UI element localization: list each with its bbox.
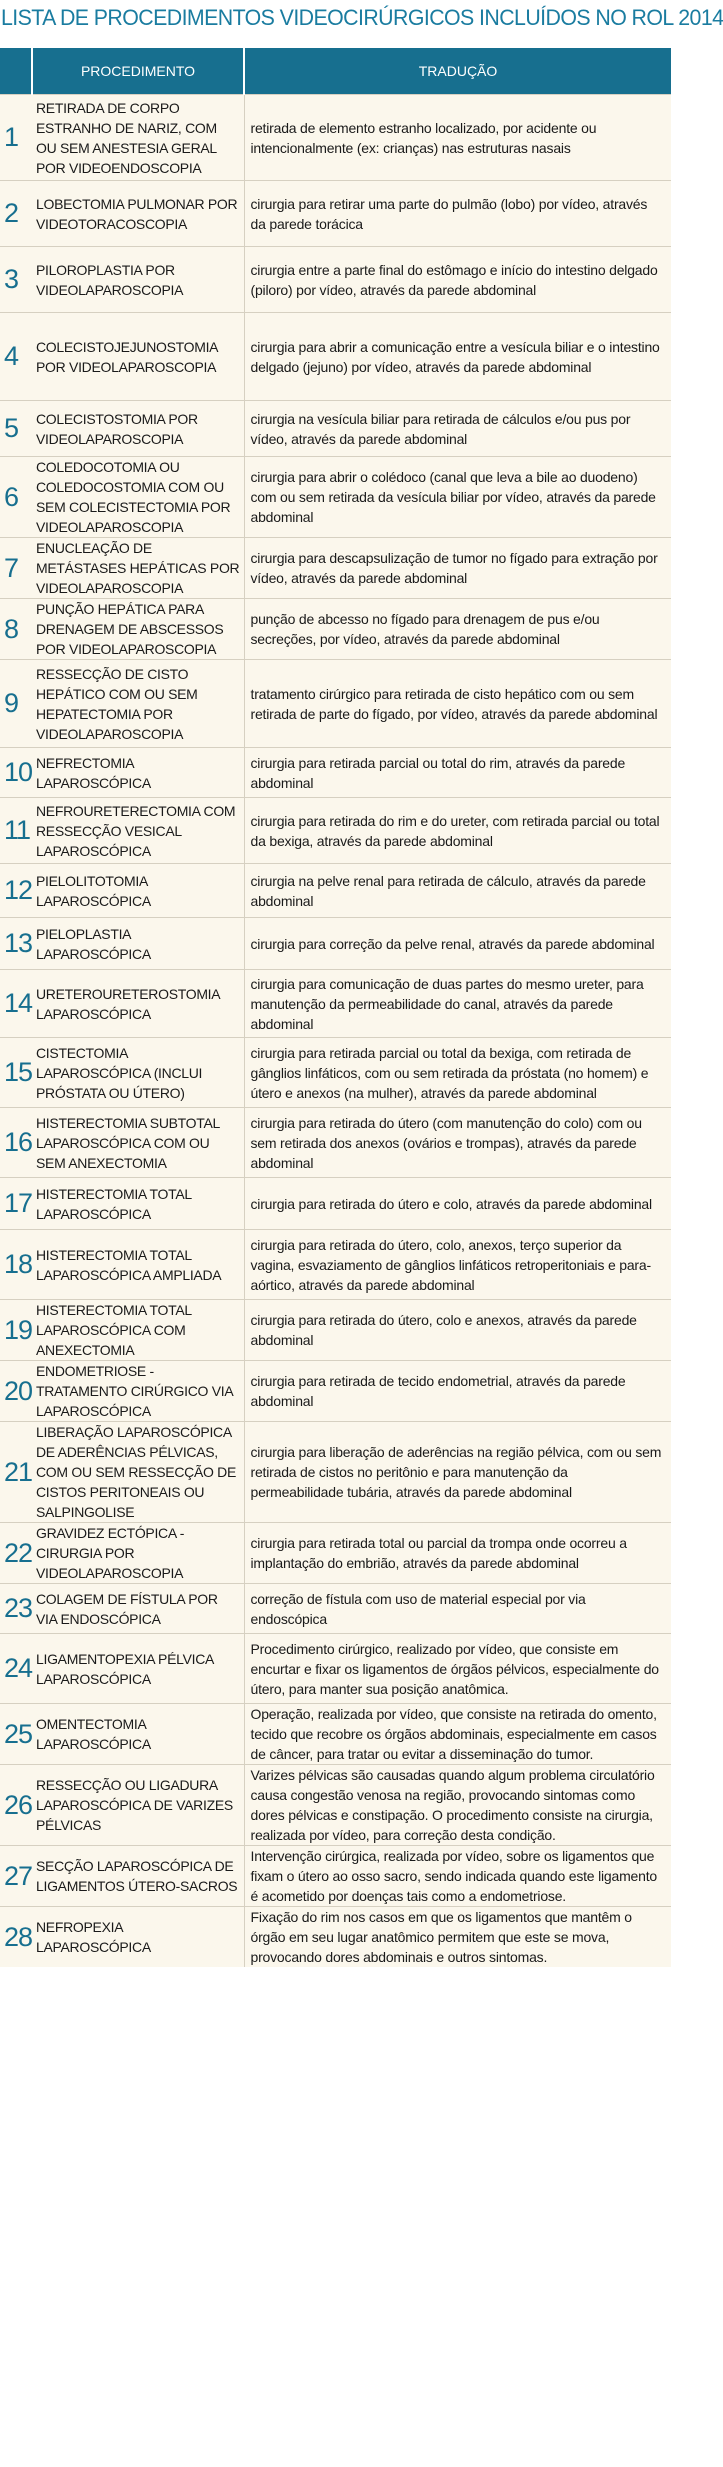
- procedure-name: NEFROPEXIA LAPAROSCÓPICA: [32, 1907, 244, 1968]
- procedure-name: NEFRECTOMIA LAPAROSCÓPICA: [32, 748, 244, 798]
- row-number: 1: [0, 95, 32, 181]
- table-row: [0, 1300, 671, 1361]
- row-number: 2: [0, 181, 32, 247]
- procedure-translation: cirurgia para liberação de aderências na região pélvica, com ou sem retirada de cistos no peritônio e para manutenção da permeabilidade tubária, através da parede abdominal: [244, 1422, 671, 1523]
- procedure-translation: cirurgia para descapsulização de tumor no fígado para extração por vídeo, através da parede abdominal: [244, 538, 671, 599]
- table-row: [0, 1361, 671, 1422]
- row-number: 18: [0, 1230, 32, 1300]
- table-row: [0, 1634, 671, 1704]
- table-row: [0, 401, 671, 457]
- row-number: 10: [0, 748, 32, 798]
- procedure-name: URETEROURETEROSTOMIA LAPAROSCÓPICA: [32, 970, 244, 1038]
- procedure-translation: cirurgia para comunicação de duas partes do mesmo ureter, para manutenção da permeabilidade do canal, através da parede abdominal: [244, 970, 671, 1038]
- row-number: 17: [0, 1178, 32, 1230]
- table-row: [0, 95, 671, 181]
- procedure-translation: Intervenção cirúrgica, realizada por vídeo, sobre os ligamentos que fixam o útero ao osso sacro, sendo indicada quando este ligamento é acometido por doenças tais como a endometriose.: [244, 1846, 671, 1907]
- procedure-translation: cirurgia para abrir o colédoco (canal que leva a bile ao duodeno) com ou sem retirada da vesícula biliar por vídeo, através da parede abdominal: [244, 457, 671, 538]
- procedure-name: RESSECÇÃO DE CISTO HEPÁTICO COM OU SEM HEPATECTOMIA POR VIDEOLAPAROSCOPIA: [32, 660, 244, 748]
- procedure-translation: cirurgia para retirar uma parte do pulmão (lobo) por vídeo, através da parede torácica: [244, 181, 671, 247]
- procedure-name: OMENTECTOMIA LAPAROSCÓPICA: [32, 1704, 244, 1765]
- row-number: 23: [0, 1584, 32, 1634]
- procedure-name: LIGAMENTOPEXIA PÉLVICA LAPAROSCÓPICA: [32, 1634, 244, 1704]
- row-number: 28: [0, 1907, 32, 1968]
- procedure-translation: Fixação do rim nos casos em que os ligamentos que mantêm o órgão em seu lugar anatômico permitem que este se mova, provocando dores abdominais e outros sintomas.: [244, 1907, 671, 1968]
- procedure-name: NEFROURETERECTOMIA COM RESSECÇÃO VESICAL LAPAROSCÓPICA: [32, 798, 244, 864]
- procedure-translation: cirurgia para retirada de tecido endometrial, através da parede abdominal: [244, 1361, 671, 1422]
- table-row: [0, 1422, 671, 1523]
- procedure-translation: cirurgia para correção da pelve renal, através da parede abdominal: [244, 918, 671, 970]
- table-row: [0, 1765, 671, 1846]
- procedure-name: PIELOPLASTIA LAPAROSCÓPICA: [32, 918, 244, 970]
- table-row: [0, 918, 671, 970]
- row-number: 21: [0, 1422, 32, 1523]
- header-translation: TRADUÇÃO: [244, 48, 671, 95]
- row-number: 11: [0, 798, 32, 864]
- row-number: 16: [0, 1108, 32, 1178]
- table-row: [0, 1038, 671, 1108]
- table-row: [0, 247, 671, 313]
- procedure-translation: cirurgia para retirada do útero e colo, através da parede abdominal: [244, 1178, 671, 1230]
- table-row: [0, 1584, 671, 1634]
- procedure-name: LOBECTOMIA PULMONAR POR VIDEOTORACOSCOPIA: [32, 181, 244, 247]
- procedure-name: PIELOLITOTOMIA LAPAROSCÓPICA: [32, 864, 244, 918]
- procedure-name: LIBERAÇÃO LAPAROSCÓPICA DE ADERÊNCIAS PÉLVICAS, COM OU SEM RESSECÇÃO DE CISTOS PERITONEAIS OU SALPINGOLISE: [32, 1422, 244, 1523]
- row-number: 5: [0, 401, 32, 457]
- procedure-name: ENUCLEAÇÃO DE METÁSTASES HEPÁTICAS POR VIDEOLAPAROSCOPIA: [32, 538, 244, 599]
- table-row: [0, 798, 671, 864]
- table-row: [0, 1846, 671, 1907]
- row-number: 27: [0, 1846, 32, 1907]
- procedure-name: SECÇÃO LAPAROSCÓPICA DE LIGAMENTOS ÚTERO-SACROS: [32, 1846, 244, 1907]
- procedure-translation: cirurgia para retirada total ou parcial da trompa onde ocorreu a implantação do embrião, através da parede abdominal: [244, 1523, 671, 1584]
- procedure-translation: punção de abcesso no fígado para drenagem de pus e/ou secreções, por vídeo, através da parede abdominal: [244, 599, 671, 660]
- procedure-translation: cirurgia para abrir a comunicação entre a vesícula biliar e o intestino delgado (jejuno) por vídeo, através da parede abdominal: [244, 313, 671, 401]
- row-number: 13: [0, 918, 32, 970]
- row-number: 7: [0, 538, 32, 599]
- table-row: [0, 1230, 671, 1300]
- procedure-translation: tratamento cirúrgico para retirada de cisto hepático com ou sem retirada de parte do fígado, por vídeo, através da parede abdominal: [244, 660, 671, 748]
- row-number: 3: [0, 247, 32, 313]
- procedure-name: GRAVIDEZ ECTÓPICA - CIRURGIA POR VIDEOLAPAROSCOPIA: [32, 1523, 244, 1584]
- row-number: 20: [0, 1361, 32, 1422]
- table-row: [0, 660, 671, 748]
- procedure-name: RESSECÇÃO OU LIGADURA LAPAROSCÓPICA DE VARIZES PÉLVICAS: [32, 1765, 244, 1846]
- procedure-translation: cirurgia na vesícula biliar para retirada de cálculos e/ou pus por vídeo, através da parede abdominal: [244, 401, 671, 457]
- table-row: [0, 181, 671, 247]
- row-number: 25: [0, 1704, 32, 1765]
- procedure-translation: cirurgia para retirada do útero, colo e anexos, através da parede abdominal: [244, 1300, 671, 1361]
- table-row: [0, 457, 671, 538]
- procedure-name: PILOROPLASTIA POR VIDEOLAPAROSCOPIA: [32, 247, 244, 313]
- table-row: [0, 970, 671, 1038]
- page-title: LISTA DE PROCEDIMENTOS VIDEOCIRÚRGICOS INCLUÍDOS NO ROL 2014: [0, 5, 723, 30]
- row-number: 19: [0, 1300, 32, 1361]
- procedure-translation: cirurgia para retirada do útero (com manutenção do colo) com ou sem retirada dos anexos (ovários e trompas), através da parede abdominal: [244, 1108, 671, 1178]
- row-number: 15: [0, 1038, 32, 1108]
- procedure-name: HISTERECTOMIA TOTAL LAPAROSCÓPICA AMPLIADA: [32, 1230, 244, 1300]
- procedure-translation: Procedimento cirúrgico, realizado por vídeo, que consiste em encurtar e fixar os ligamentos de órgãos pélvicos, especialmente do útero, para manter sua posição anatômica.: [244, 1634, 671, 1704]
- procedure-translation: cirurgia na pelve renal para retirada de cálculo, através da parede abdominal: [244, 864, 671, 918]
- row-number: 8: [0, 599, 32, 660]
- procedure-name: RETIRADA DE CORPO ESTRANHO DE NARIZ, COM OU SEM ANESTESIA GERAL POR VIDEOENDOSCOPIA: [32, 95, 244, 181]
- table-row: [0, 1178, 671, 1230]
- procedure-name: HISTERECTOMIA TOTAL LAPAROSCÓPICA: [32, 1178, 244, 1230]
- procedure-name: HISTERECTOMIA TOTAL LAPAROSCÓPICA COM ANEXECTOMIA: [32, 1300, 244, 1361]
- procedure-translation: cirurgia para retirada do rim e do ureter, com retirada parcial ou total da bexiga, através da parede abdominal: [244, 798, 671, 864]
- table-row: [0, 1704, 671, 1765]
- table-row: [0, 1108, 671, 1178]
- procedure-name: ENDOMETRIOSE - TRATAMENTO CIRÚRGICO VIA LAPAROSCÓPICA: [32, 1361, 244, 1422]
- row-number: 6: [0, 457, 32, 538]
- procedure-name: COLAGEM DE FÍSTULA POR VIA ENDOSCÓPICA: [32, 1584, 244, 1634]
- table-row: [0, 1523, 671, 1584]
- row-number: 26: [0, 1765, 32, 1846]
- procedure-name: HISTERECTOMIA SUBTOTAL LAPAROSCÓPICA COM OU SEM ANEXECTOMIA: [32, 1108, 244, 1178]
- procedure-name: COLECISTOSTOMIA POR VIDEOLAPAROSCOPIA: [32, 401, 244, 457]
- row-number: 9: [0, 660, 32, 748]
- procedures-table: [0, 48, 671, 1967]
- procedure-name: COLECISTOJEJUNOSTOMIA POR VIDEOLAPAROSCOPIA: [32, 313, 244, 401]
- table-row: [0, 1907, 671, 1968]
- header-number: [0, 48, 32, 95]
- procedure-translation: Varizes pélvicas são causadas quando algum problema circulatório causa congestão venosa na região, provocando sintomas como dores pélvicas e constipação. O procedimento consiste na cirurgia, realizada por vídeo, para correção desta condição.: [244, 1765, 671, 1846]
- row-number: 14: [0, 970, 32, 1038]
- table-row: [0, 864, 671, 918]
- procedure-name: PUNÇÃO HEPÁTICA PARA DRENAGEM DE ABSCESSOS POR VIDEOLAPAROSCOPIA: [32, 599, 244, 660]
- procedure-translation: cirurgia para retirada do útero, colo, anexos, terço superior da vagina, esvaziamento de gânglios linfáticos retroperitoniais e para-aórtico, através da parede abdominal: [244, 1230, 671, 1300]
- row-number: 24: [0, 1634, 32, 1704]
- procedure-translation: Operação, realizada por vídeo, que consiste na retirada do omento, tecido que recobre os órgãos abdominais, especialmente em casos de câncer, para tratar ou evitar a disseminação do tumor.: [244, 1704, 671, 1765]
- procedure-translation: retirada de elemento estranho localizado, por acidente ou intencionalmente (ex: crianças) nas estruturas nasais: [244, 95, 671, 181]
- table-row: [0, 313, 671, 401]
- table-header-row: [0, 48, 671, 95]
- procedure-translation: correção de fístula com uso de material especial por via endoscópica: [244, 1584, 671, 1634]
- procedure-translation: cirurgia para retirada parcial ou total do rim, através da parede abdominal: [244, 748, 671, 798]
- procedure-name: COLEDOCOTOMIA OU COLEDOCOSTOMIA COM OU SEM COLECISTECTOMIA POR VIDEOLAPAROSCOPIA: [32, 457, 244, 538]
- row-number: 22: [0, 1523, 32, 1584]
- row-number: 12: [0, 864, 32, 918]
- procedure-translation: cirurgia para retirada parcial ou total da bexiga, com retirada de gânglios linfáticos, com ou sem retirada da próstata (no homem) e útero e anexos (na mulher), através da parede abdominal: [244, 1038, 671, 1108]
- table-row: [0, 748, 671, 798]
- row-number: 4: [0, 313, 32, 401]
- table-row: [0, 538, 671, 599]
- header-procedure: PROCEDIMENTO: [32, 48, 244, 95]
- table-row: [0, 599, 671, 660]
- procedure-translation: cirurgia entre a parte final do estômago e início do intestino delgado (piloro) por vídeo, através da parede abdominal: [244, 247, 671, 313]
- procedure-name: CISTECTOMIA LAPAROSCÓPICA (INCLUI PRÓSTATA OU ÚTERO): [32, 1038, 244, 1108]
